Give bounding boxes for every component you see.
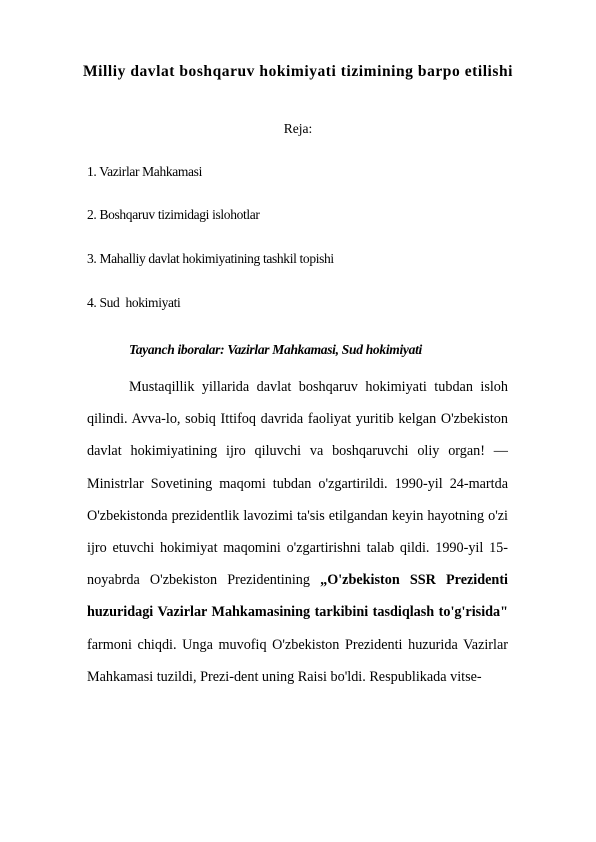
body-paragraph <box>87 371 508 693</box>
keywords-line: Tayanch iboralar: Vazirlar Mahkamasi, Sud hokimiyati <box>129 342 422 357</box>
plan-item-4: 4. Sud hokimiyati <box>87 295 181 310</box>
decree-title: „O'zbekiston SSR Prezidenti huzuridagi Vazirlar Mahkamasining tarkibini tasdiqlash to'g'risida" <box>87 572 508 621</box>
plan-item-1: 1. Vazirlar Mahkamasi <box>87 164 202 179</box>
paragraph-text-part-1: Mustaqillik yillarida davlat boshqaruv hokimiyati tubdan isloh qilindi. Avva-lo, sobiq Ittifoq davrida faoliyat yuritib kelgan O'zbekiston davlat hokimiyatining ijro qiluvchi va boshqaruvchi oliy organ! — Ministrlar Sovetining maqomi tubdan o'zgartirildi. 1990-yil 24-martda O'zbekistonda prezidentlik lavozimi ta'sis etilgandan keyin hayotning o'zi ijro etuvchi hokimiyat maqomini o'zgartirishni talab qildi. 1990-yil 15-noyabrda O'zbekiston Prezidentining <box>87 379 508 589</box>
document-title: Milliy davlat boshqaruv hokimiyati tizimining barpo etilishi <box>82 63 514 80</box>
plan-item-2: 2. Boshqaruv tizimidagi islohotlar <box>87 207 260 222</box>
paragraph-text-part-2: farmoni chiqdi. Unga muvofiq O'zbekiston Prezidenti huzurida Vazirlar Mahkamasi tuzildi, Prezi-dent uning Raisi bo'ldi. Respublikada vitse- <box>87 636 508 685</box>
plan-item-3: 3. Mahalliy davlat hokimiyatining tashkil topishi <box>87 251 334 266</box>
plan-label: Reja: <box>283 121 313 136</box>
